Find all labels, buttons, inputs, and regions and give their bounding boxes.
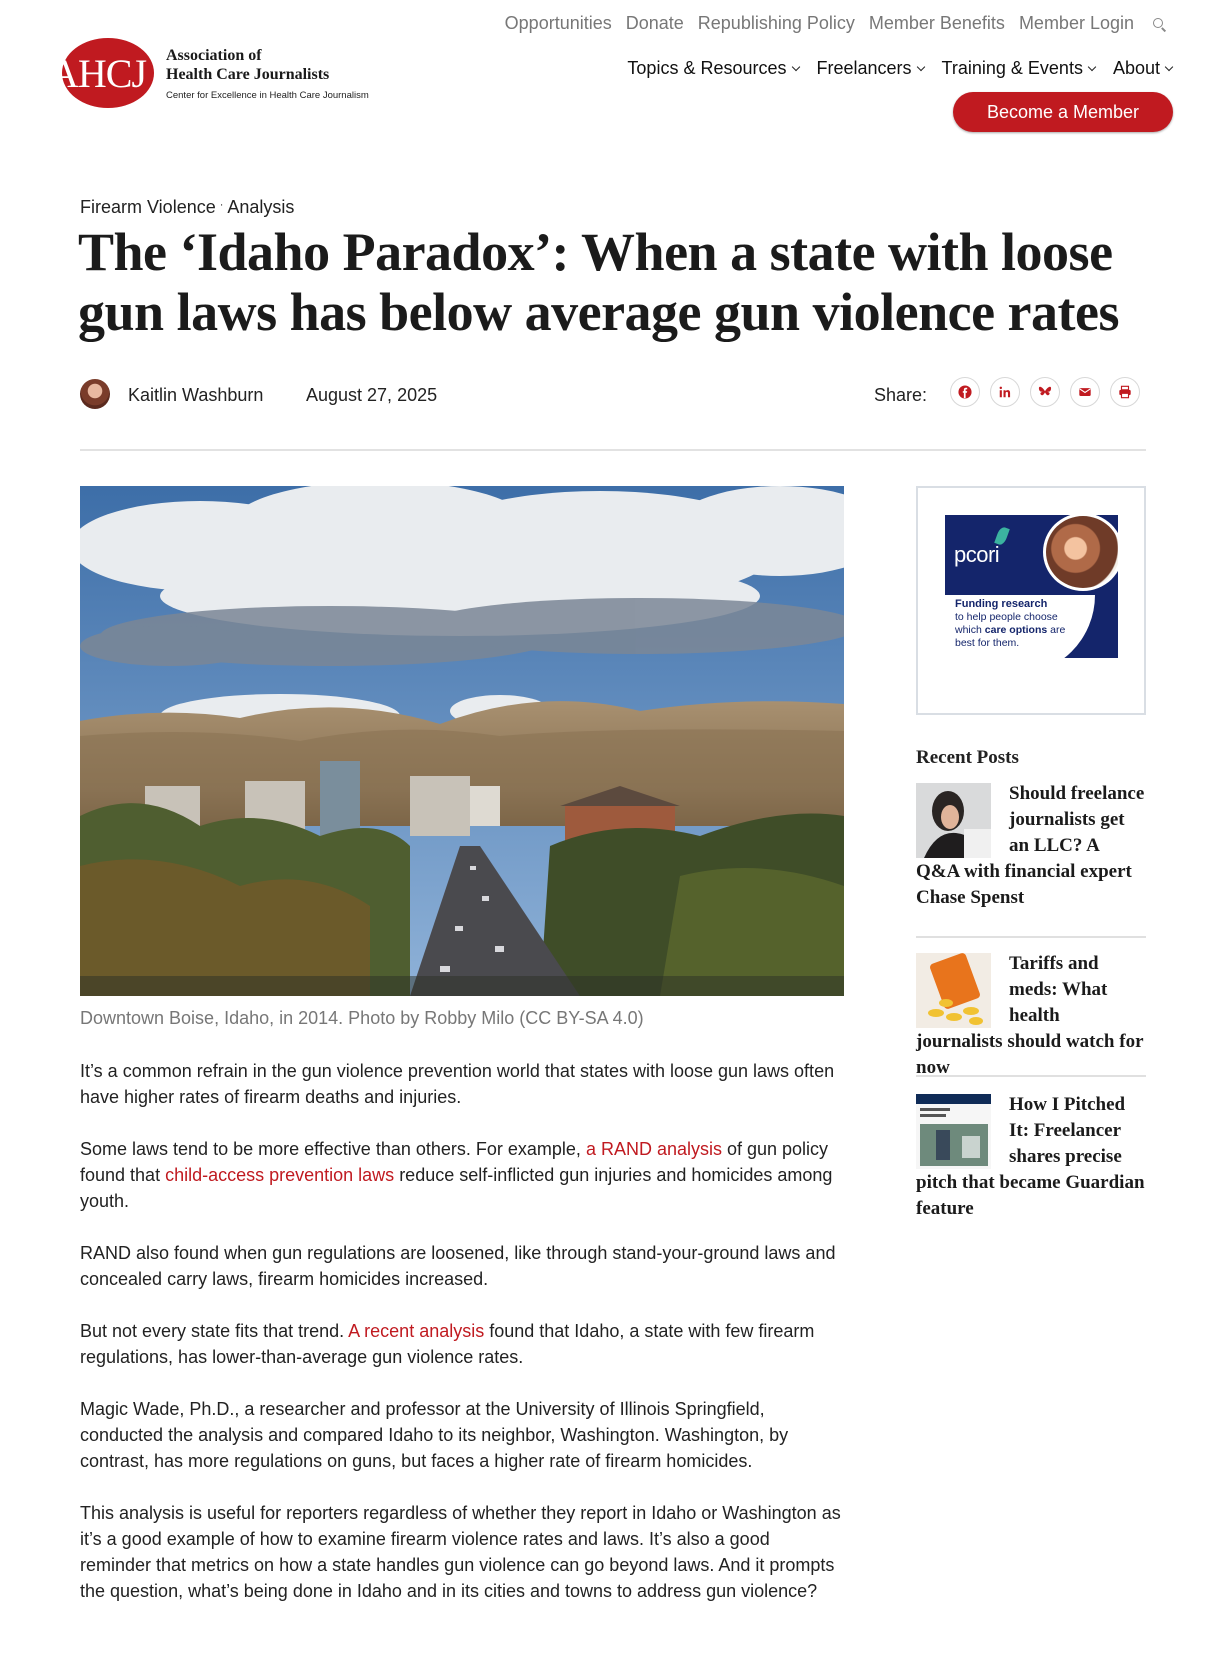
pcori-ad-banner bbox=[945, 515, 1118, 658]
nav-topics-resources[interactable] bbox=[627, 58, 798, 79]
bluesky-icon[interactable] bbox=[1030, 377, 1060, 407]
chevron-down-icon bbox=[791, 62, 799, 70]
paragraph: RAND also found when gun regulations are loosened, like through stand-your-ground laws and concealed carry laws, firearm homicides increased. bbox=[80, 1243, 836, 1289]
ad-line bbox=[955, 624, 1095, 637]
nav-freelancers[interactable] bbox=[817, 58, 924, 79]
nav-opportunities[interactable]: Opportunities bbox=[504, 13, 612, 33]
ad-headline: Funding research bbox=[955, 598, 1048, 610]
nav-label: Training & Events bbox=[941, 58, 1083, 78]
post-thumbnail bbox=[916, 783, 991, 858]
text: found that Idaho, a state with few firearm regulations, has lower-than-average gun violence rates. bbox=[80, 1321, 815, 1367]
category-link[interactable]: Firearm Violence bbox=[80, 197, 216, 217]
logo-line-3: Center for Excellence in Health Care Journalism bbox=[166, 89, 369, 101]
image-caption: Downtown Boise, Idaho, in 2014. Photo by Robby Milo (CC BY-SA 4.0) bbox=[80, 1008, 644, 1028]
recent-posts-heading: Recent Posts bbox=[916, 747, 1019, 768]
paragraph: It’s a common refrain in the gun violence prevention world that states with loose gun laws often have higher rates of firearm deaths and injuries. bbox=[80, 1061, 835, 1107]
post-title[interactable]: Should freelance journalists get an LLC? A Q&A with financial expert Chase Spenst bbox=[916, 783, 1145, 908]
logo-text bbox=[166, 46, 369, 101]
hero-image[interactable] bbox=[80, 486, 844, 996]
text: which bbox=[955, 624, 985, 636]
paragraph: This analysis is useful for reporters regardless of whether they report in Idaho or Washington as it’s a good example of how to examine firearm violence rates and laws. It’s also a good reminder that metrics on how a state handles gun violence can go beyond laws. And it prompts the question, what’s being done in Idaho and in its cities and towns to address gun violence? bbox=[80, 1503, 841, 1601]
chevron-down-icon bbox=[916, 62, 924, 70]
nav-about[interactable] bbox=[1113, 58, 1172, 79]
share-buttons bbox=[950, 377, 1140, 407]
list-item[interactable] bbox=[916, 781, 1146, 938]
text: care options bbox=[984, 624, 1048, 636]
nav-label: About bbox=[1112, 58, 1160, 78]
become-member-button[interactable]: Become a Member bbox=[953, 92, 1173, 132]
main-nav bbox=[627, 58, 1172, 79]
pcori-logo: pcori bbox=[954, 542, 1000, 567]
avatar[interactable] bbox=[80, 379, 110, 409]
header-divider bbox=[80, 449, 1146, 451]
publish-date: August 27, 2025 bbox=[306, 385, 438, 405]
text: reduce self-inflicted gun injuries and homicides among youth. bbox=[80, 1165, 833, 1211]
print-icon[interactable] bbox=[1110, 377, 1140, 407]
article-type[interactable]: Analysis bbox=[227, 197, 295, 217]
paragraph: Magic Wade, Ph.D., a researcher and professor at the University of Illinois Springfield, conducted the analysis and compared Idaho to its neighbor, Washington. Washington, by contrast, has more regulations on guns, but faces a higher rate of firearm homicides. bbox=[80, 1399, 789, 1471]
list-item[interactable] bbox=[916, 1092, 1146, 1218]
post-thumbnail bbox=[916, 953, 991, 1028]
logo-line-1: Association of bbox=[166, 46, 262, 64]
recent-analysis-link[interactable]: A recent analysis bbox=[348, 1321, 485, 1341]
ad-line: to help people choose bbox=[955, 611, 1058, 623]
text: are bbox=[1047, 624, 1066, 636]
nav-member-benefits[interactable]: Member Benefits bbox=[868, 13, 1005, 33]
author-name[interactable]: Kaitlin Washburn bbox=[128, 385, 264, 405]
facebook-icon[interactable] bbox=[950, 377, 980, 407]
article-body bbox=[80, 1058, 844, 1630]
ad-line: best for them. bbox=[955, 637, 1020, 649]
text: of gun policy found that bbox=[80, 1139, 829, 1185]
logo-badge bbox=[50, 38, 154, 108]
nav-label: Topics & Resources bbox=[627, 58, 787, 78]
ad-text bbox=[955, 598, 1095, 650]
boise-skyline-photo bbox=[80, 486, 844, 996]
nav-member-login[interactable]: Member Login bbox=[1018, 13, 1134, 33]
child-access-prevention-link[interactable]: child-access prevention laws bbox=[165, 1165, 395, 1185]
chevron-down-icon bbox=[1165, 62, 1173, 70]
article-kicker bbox=[80, 197, 294, 218]
post-title[interactable]: Tariffs and meds: What health journalists should watch for now bbox=[916, 953, 1144, 1078]
nav-training-events[interactable] bbox=[942, 58, 1095, 79]
nav-republishing-policy[interactable]: Republishing Policy bbox=[697, 13, 855, 33]
list-item[interactable] bbox=[916, 951, 1146, 1077]
sidebar-ad[interactable] bbox=[916, 486, 1146, 715]
linkedin-icon[interactable] bbox=[990, 377, 1020, 407]
logo-line-2: Health Care Journalists bbox=[166, 65, 330, 83]
nav-label: Freelancers bbox=[816, 58, 912, 78]
post-title[interactable]: How I Pitched It: Freelancer shares precise pitch that became Guardian feature bbox=[916, 1094, 1145, 1219]
site-logo[interactable] bbox=[50, 38, 369, 108]
logo-mark: AHCJ bbox=[50, 51, 147, 96]
rand-analysis-link[interactable]: a RAND analysis bbox=[585, 1139, 722, 1159]
paragraph bbox=[80, 1136, 844, 1214]
paragraph bbox=[80, 1318, 844, 1370]
ad-photo bbox=[1043, 515, 1118, 591]
page-title: The ‘Idaho Paradox’: When a state with loose gun laws has below average gun violence rates bbox=[78, 222, 1119, 342]
text: But not every state fits that trend. bbox=[80, 1321, 349, 1341]
text: Some laws tend to be more effective than others. For example, bbox=[80, 1139, 586, 1159]
post-thumbnail bbox=[916, 1094, 991, 1169]
nav-donate[interactable]: Donate bbox=[625, 13, 684, 33]
email-icon[interactable] bbox=[1070, 377, 1100, 407]
separator-dot: · bbox=[219, 199, 224, 211]
share-label: Share: bbox=[874, 385, 928, 405]
search-icon[interactable] bbox=[1152, 17, 1166, 31]
chevron-down-icon bbox=[1088, 62, 1096, 70]
utility-nav bbox=[505, 13, 1166, 34]
